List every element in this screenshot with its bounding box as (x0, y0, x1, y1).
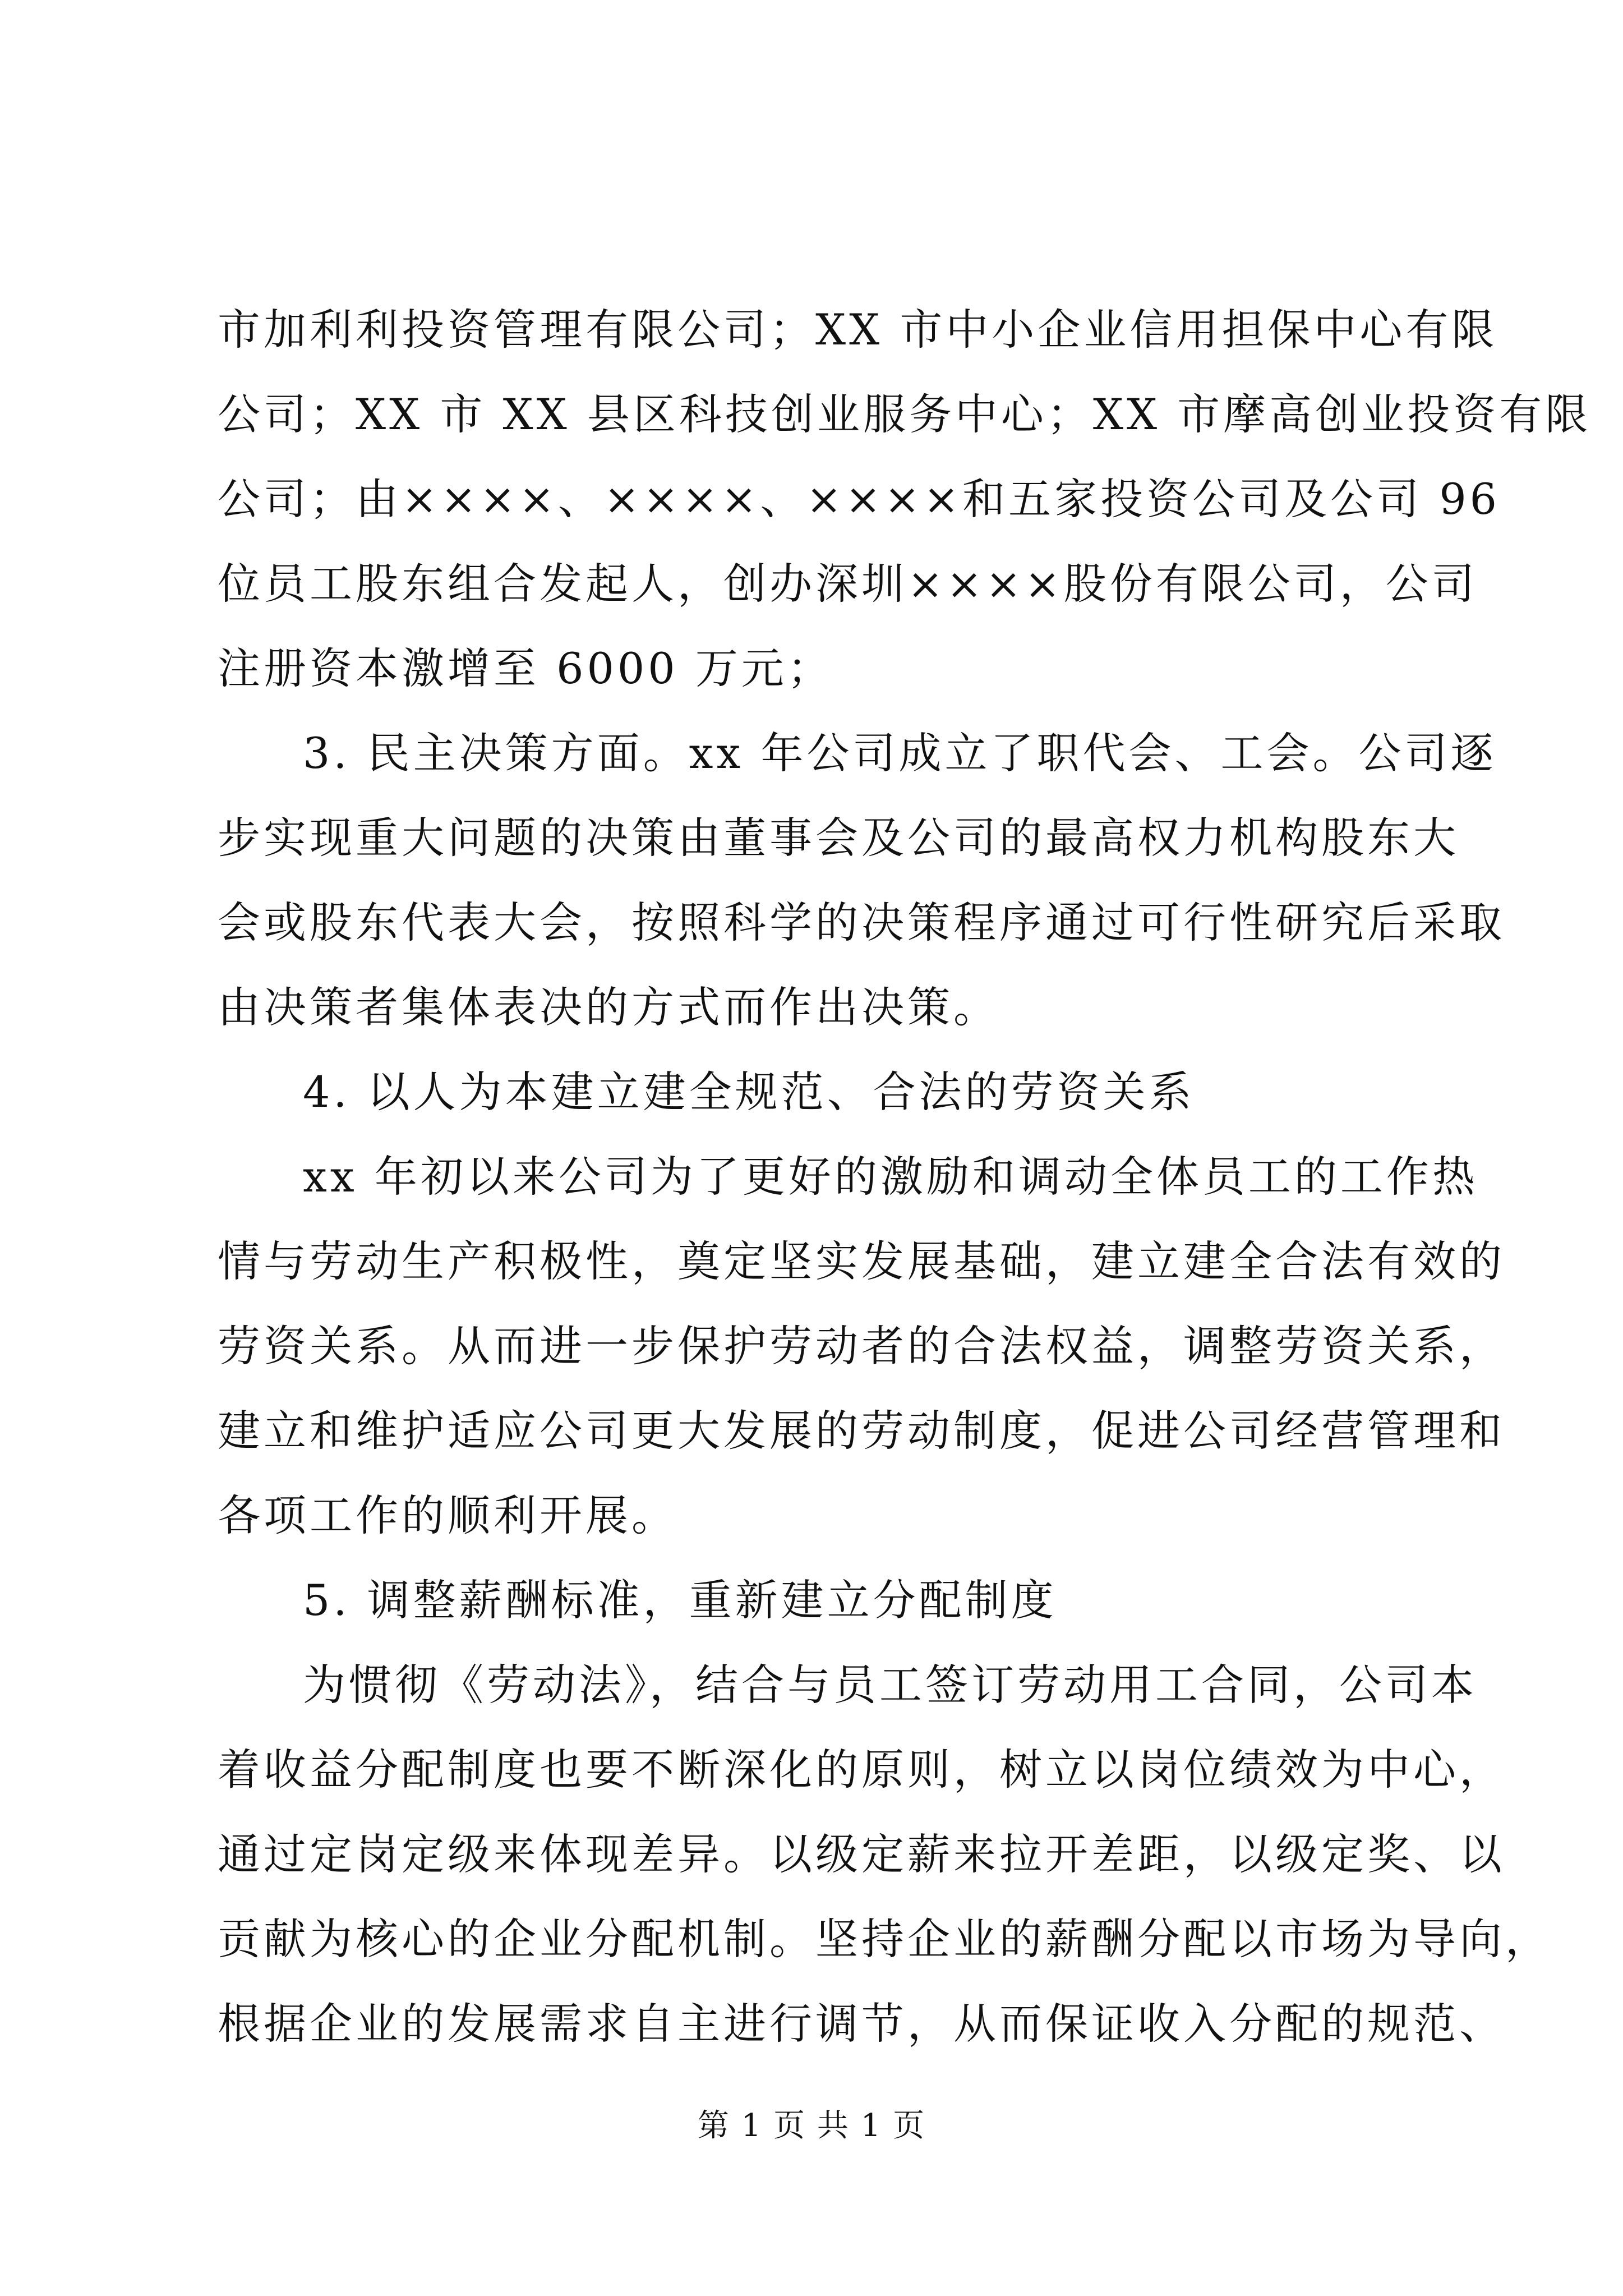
text-line: 各项工作的顺利开展。 (218, 1490, 677, 1540)
text-line: 建立和维护适应公司更大发展的劳动制度，促进公司经营管理和 (218, 1406, 1505, 1456)
document-body (218, 287, 1592, 2066)
text-line: 由决策者集体表决的方式而作出决策。 (218, 982, 999, 1032)
text-line: 公司；XX 市 XX 县区科技创业服务中心；XX 市摩高创业投资有限 (218, 389, 1592, 439)
text-line: 劳资关系。从而进一步保护劳动者的合法权益，调整劳资关系， (218, 1321, 1505, 1371)
text-line: 公司；由××××、××××、××××和五家投资公司及公司 96 (218, 474, 1501, 524)
text-line: 5. 调整薪酬标准，重新建立分配制度 (303, 1575, 1057, 1625)
text-line: 步实现重大问题的决策由董事会及公司的最高权力机构股东大 (218, 813, 1459, 863)
text-line: 会或股东代表大会，按照科学的决策程序通过可行性研究后采取 (218, 898, 1505, 947)
text-line: 着收益分配制度也要不断深化的原则，树立以岗位绩效为中心， (218, 1745, 1505, 1795)
page-footer: 第 1 页 共 1 页 (697, 2108, 926, 2144)
text-line: 注册资本激增至 6000 万元； (218, 643, 833, 693)
text-line: 贡献为核心的企业分配机制。坚持企业的薪酬分配以市场为导向， (218, 1914, 1551, 1964)
text-line: 位员工股东组合发起人，创办深圳××××股份有限公司，公司 (218, 559, 1478, 609)
text-line: 为惯彻《劳动法》，结合与员工签订劳动用工合同，公司本 (303, 1660, 1477, 1710)
text-line: 情与劳动生产积极性，奠定坚实发展基础，建立建全合法有效的 (218, 1236, 1505, 1286)
text-line: 4. 以人为本建立建全规范、合法的劳资关系 (303, 1067, 1195, 1117)
text-line: 通过定岗定级来体现差异。以级定薪来拉开差距，以级定奖、以 (218, 1829, 1505, 1879)
text-line: 根据企业的发展需求自主进行调节，从而保证收入分配的规范、 (218, 1999, 1505, 2049)
text-line: xx 年初以来公司为了更好的激励和调动全体员工的工作热 (303, 1152, 1478, 1202)
text-line: 市加利利投资管理有限公司；XX 市中小企业信用担保中心有限 (218, 305, 1498, 355)
text-line: 3. 民主决策方面。xx 年公司成立了职代会、工会。公司逐 (303, 728, 1497, 778)
